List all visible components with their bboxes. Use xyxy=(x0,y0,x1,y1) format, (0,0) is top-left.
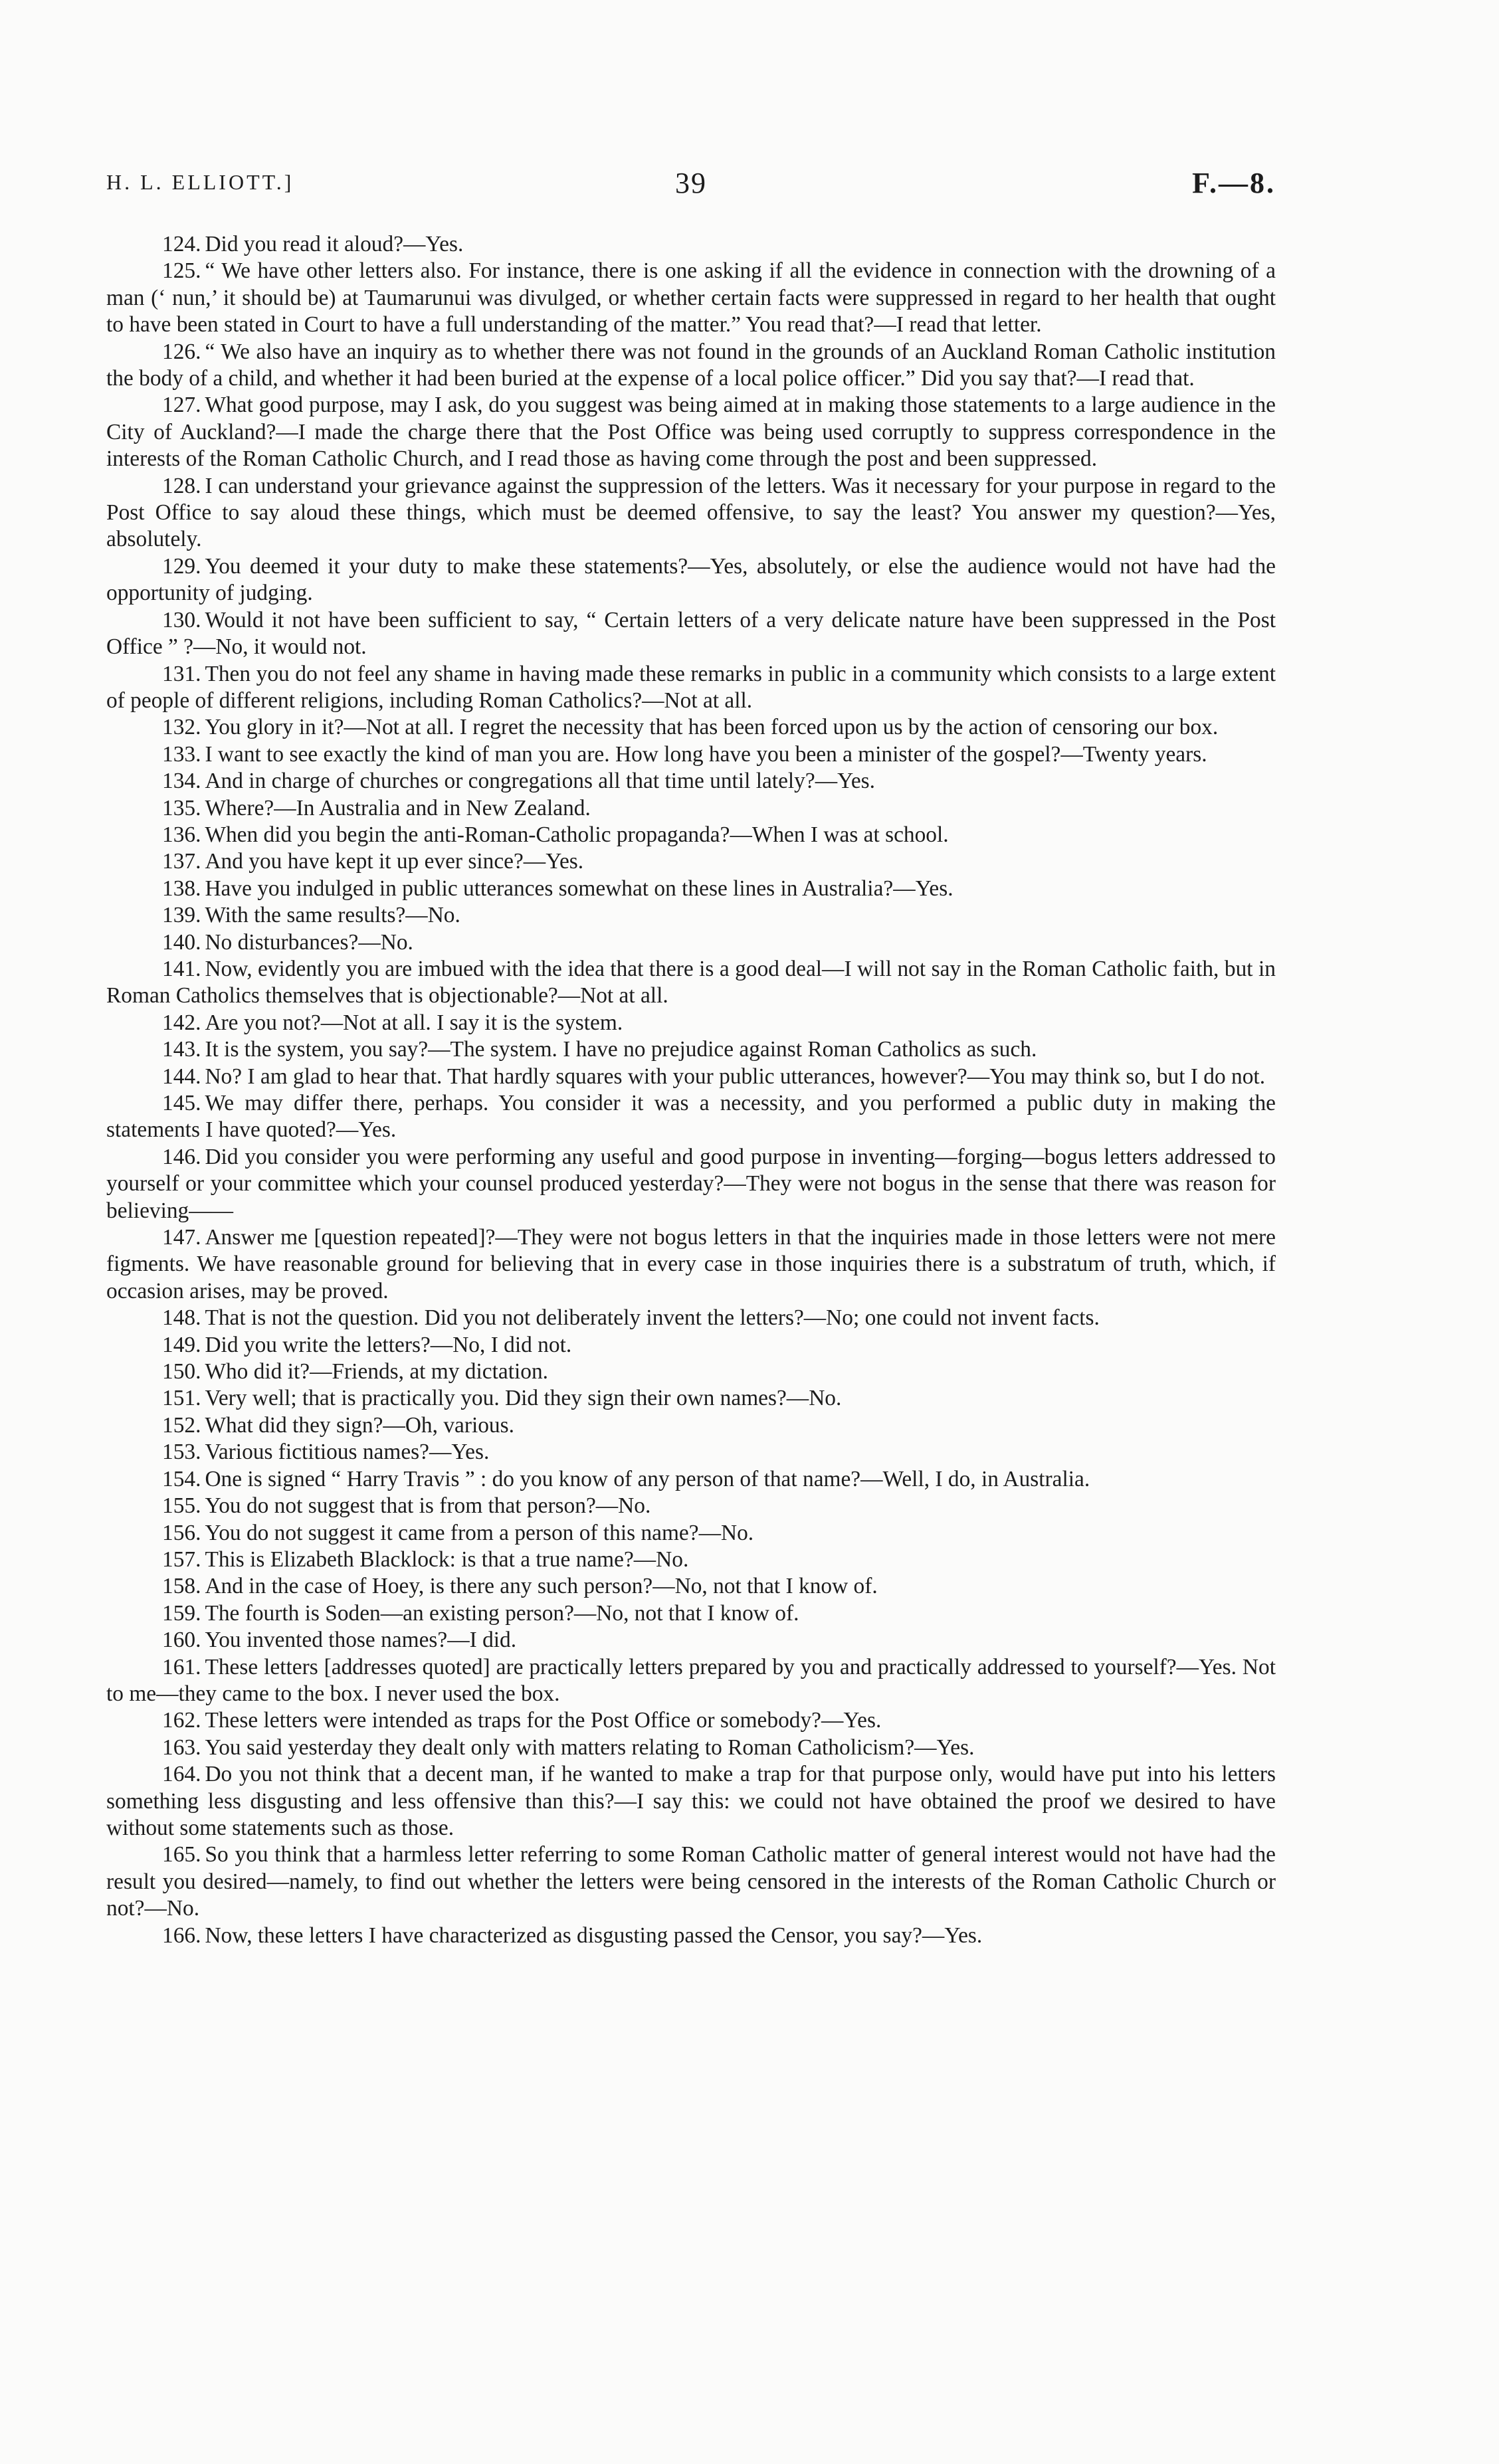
question-paragraph xyxy=(106,1439,1276,1466)
question-paragraph xyxy=(106,392,1276,472)
question-text: Now, evidently you are imbued with the idea that there is a good deal—I will not say in the Roman Catholic faith, but in Roman Catholics themselves that is objectionable?—Not at all. xyxy=(106,956,1276,1008)
question-number: 144. xyxy=(162,1064,201,1089)
question-paragraph xyxy=(106,1842,1276,1922)
question-paragraph xyxy=(106,1573,1276,1600)
question-number: 149. xyxy=(162,1332,201,1357)
question-paragraph xyxy=(106,607,1276,661)
question-text: The fourth is Soden—an existing person?—No, not that I know of. xyxy=(205,1600,799,1626)
question-number: 138. xyxy=(162,876,201,901)
question-text: With the same results?—No. xyxy=(205,903,460,928)
question-paragraph xyxy=(106,1627,1276,1654)
question-number: 135. xyxy=(162,795,201,820)
question-number: 162. xyxy=(162,1708,201,1733)
question-number: 127. xyxy=(162,393,201,418)
question-text: I want to see exactly the kind of man you are. How long have you been a minister of the gospel?—Twenty years. xyxy=(205,741,1207,767)
question-number: 153. xyxy=(162,1440,201,1465)
question-paragraph xyxy=(106,1359,1276,1385)
question-paragraph xyxy=(106,902,1276,929)
question-paragraph xyxy=(106,1090,1276,1144)
question-paragraph xyxy=(106,1493,1276,1519)
question-text: And in the case of Hoey, is there any such person?—No, not that I know of. xyxy=(205,1574,878,1599)
question-number: 125. xyxy=(162,258,201,284)
question-paragraph xyxy=(106,876,1276,902)
page-number: 39 xyxy=(675,167,707,199)
question-paragraph xyxy=(106,1520,1276,1547)
question-paragraph xyxy=(106,741,1276,768)
question-paragraph xyxy=(106,661,1276,715)
question-number: 145. xyxy=(162,1091,201,1115)
question-text: And in charge of churches or congregations all that time until lately?—Yes. xyxy=(205,769,876,794)
question-text: Various fictitious names?—Yes. xyxy=(205,1440,490,1465)
question-paragraph xyxy=(106,1707,1276,1734)
question-paragraph xyxy=(106,1064,1276,1090)
question-paragraph xyxy=(106,1036,1276,1063)
question-paragraph xyxy=(106,1466,1276,1493)
question-text: Have you indulged in public utterances somewhat on these lines in Australia?—Yes. xyxy=(205,876,953,901)
question-text: “ We have other letters also. For instance, there is one asking if all the evidence in connection with the drowning of a man (‘ nun,’ it should be) at Taumarunui was divulged, or whether certain facts were suppressed in regard to her health that ought to have been stated in Court to have a full understanding of the matter.” You read that?—I read that letter. xyxy=(106,258,1276,337)
question-number: 136. xyxy=(162,822,201,847)
question-number: 147. xyxy=(162,1225,201,1250)
question-text: Did you consider you were performing any useful and good purpose in inventing—forging—bogus letters addressed to yourself or your committee which your counsel produced yesterday?—They were not bogus in the sense that there was reason for believing—— xyxy=(106,1144,1276,1223)
question-text: You do not suggest it came from a person of this name?—No. xyxy=(205,1520,754,1545)
question-text: Did you write the letters?—No, I did not. xyxy=(205,1332,572,1357)
question-text: We may differ there, perhaps. You consider it was a necessity, and you performed a public duty in making the statements I have quoted?—Yes. xyxy=(106,1091,1276,1143)
question-number: 130. xyxy=(162,607,201,632)
question-text: No disturbances?—No. xyxy=(205,929,413,955)
question-paragraph xyxy=(106,929,1276,956)
question-text: This is Elizabeth Blacklock: is that a true name?—No. xyxy=(205,1547,689,1572)
question-text: You invented those names?—I did. xyxy=(205,1628,517,1653)
question-paragraph xyxy=(106,553,1276,607)
question-paragraph xyxy=(106,473,1276,553)
question-number: 158. xyxy=(162,1574,201,1599)
question-number: 152. xyxy=(162,1412,201,1438)
question-number: 126. xyxy=(162,339,201,364)
document-reference: F.—8. xyxy=(1192,167,1276,199)
question-paragraph xyxy=(106,1654,1276,1708)
question-number: 160. xyxy=(162,1628,201,1653)
question-number: 146. xyxy=(162,1144,201,1169)
question-text: Very well; that is practically you. Did they sign their own names?—No. xyxy=(205,1386,842,1411)
question-text: Do you not think that a decent man, if he wanted to make a trap for that purpose only, would have put into his letters something less disgusting and less offensive than this?—I say this: we could not have obtained the proof we desired to have without some statements such as those. xyxy=(106,1762,1276,1840)
question-text: These letters [addresses quoted] are practically letters prepared by you and practically addressed to yourself?—Yes. Not to me—they came to the box. I never used the box. xyxy=(106,1654,1276,1706)
question-text: What did they sign?—Oh, various. xyxy=(205,1412,514,1438)
question-text: These letters were intended as traps for the Post Office or somebody?—Yes. xyxy=(205,1708,882,1733)
question-paragraph xyxy=(106,1600,1276,1627)
question-text: One is signed “ Harry Travis ” : do you know of any person of that name?—Well, I do, in Australia. xyxy=(205,1466,1090,1491)
question-text: Then you do not feel any shame in having made these remarks in public in a community which consists to a large extent of people of different religions, including Roman Catholics?—Not at all. xyxy=(106,661,1276,713)
question-paragraph xyxy=(106,1547,1276,1573)
question-paragraph xyxy=(106,1412,1276,1439)
question-number: 154. xyxy=(162,1466,201,1491)
question-number: 139. xyxy=(162,903,201,928)
question-paragraph xyxy=(106,956,1276,1010)
question-text: You said yesterday they dealt only with matters relating to Roman Catholicism?—Yes. xyxy=(205,1735,975,1760)
question-number: 150. xyxy=(162,1359,201,1384)
question-text: You glory in it?—Not at all. I regret the necessity that has been forced upon us by the action of censoring our box. xyxy=(205,715,1219,740)
question-paragraph xyxy=(106,822,1276,848)
question-number: 166. xyxy=(162,1923,201,1948)
question-text: Who did it?—Friends, at my dictation. xyxy=(205,1359,548,1384)
question-number: 155. xyxy=(162,1493,201,1519)
question-paragraph xyxy=(106,258,1276,338)
question-number: 157. xyxy=(162,1547,201,1572)
question-number: 161. xyxy=(162,1654,201,1679)
document-body xyxy=(106,231,1276,1949)
question-text: That is not the question. Did you not deliberately invent the letters?—No; one could not invent facts. xyxy=(205,1305,1100,1331)
question-number: 141. xyxy=(162,956,201,981)
question-text: “ We also have an inquiry as to whether there was not found in the grounds of an Auckland Roman Catholic institution the body of a child, and whether it had been buried at the expense of a local police officer.” Did you say that?—I read that. xyxy=(106,339,1276,391)
question-number: 148. xyxy=(162,1305,201,1331)
question-number: 124. xyxy=(162,232,201,256)
question-paragraph xyxy=(106,1010,1276,1036)
question-text: Where?—In Australia and in New Zealand. xyxy=(205,795,591,820)
question-paragraph xyxy=(106,1923,1276,1949)
question-number: 132. xyxy=(162,715,201,740)
question-text: You deemed it your duty to make these statements?—Yes, absolutely, or else the audience would not have had the opportunity of judging. xyxy=(106,553,1276,606)
question-paragraph xyxy=(106,1224,1276,1305)
question-text: You do not suggest that is from that person?—No. xyxy=(205,1493,651,1519)
question-text: What good purpose, may I ask, do you suggest was being aimed at in making those statements to a large audience in the City of Auckland?—I made the charge there that the Post Office was being used corruptly to suppress correspondence in the interests of the Roman Catholic Church, and I read those as having come through the post and been suppressed. xyxy=(106,393,1276,472)
question-text: Are you not?—Not at all. I say it is the system. xyxy=(205,1010,623,1035)
question-paragraph xyxy=(106,1144,1276,1224)
question-number: 140. xyxy=(162,929,201,955)
question-text: Would it not have been sufficient to say, “ Certain letters of a very delicate nature have been suppressed in the Post Office ” ?—No, it would not. xyxy=(106,607,1276,660)
header-witness-name: H. L. ELLIOTT.] xyxy=(106,170,294,194)
question-text: It is the system, you say?—The system. I have no prejudice against Roman Catholics as such. xyxy=(205,1037,1037,1062)
question-number: 137. xyxy=(162,849,201,874)
question-number: 164. xyxy=(162,1762,201,1787)
question-paragraph xyxy=(106,714,1276,741)
question-paragraph xyxy=(106,339,1276,393)
question-text: When did you begin the anti-Roman-Catholic propaganda?—When I was at school. xyxy=(205,822,949,847)
question-text: Answer me [question repeated]?—They were not bogus letters in that the inquiries made in those letters were not mere figments. We have reasonable ground for believing that in every case in those inquiries there is a substratum of truth, which, if occasion arises, may be proved. xyxy=(106,1225,1276,1303)
question-number: 131. xyxy=(162,661,201,686)
question-number: 134. xyxy=(162,769,201,794)
question-text: Did you read it aloud?—Yes. xyxy=(205,232,464,256)
question-number: 165. xyxy=(162,1842,201,1867)
question-number: 129. xyxy=(162,553,201,579)
question-number: 143. xyxy=(162,1037,201,1062)
question-paragraph xyxy=(106,1305,1276,1331)
question-number: 163. xyxy=(162,1735,201,1760)
question-text: No? I am glad to hear that. That hardly squares with your public utterances, however?—You may think so, but I do not. xyxy=(205,1064,1266,1089)
question-text: Now, these letters I have characterized as disgusting passed the Censor, you say?—Yes. xyxy=(205,1923,983,1948)
question-number: 159. xyxy=(162,1600,201,1626)
question-paragraph xyxy=(106,1735,1276,1761)
question-paragraph xyxy=(106,1761,1276,1842)
question-number: 128. xyxy=(162,473,201,498)
question-paragraph xyxy=(106,848,1276,875)
question-number: 151. xyxy=(162,1386,201,1411)
question-number: 142. xyxy=(162,1010,201,1035)
question-paragraph xyxy=(106,1332,1276,1359)
question-number: 133. xyxy=(162,741,201,767)
question-paragraph xyxy=(106,795,1276,822)
question-paragraph xyxy=(106,231,1276,258)
question-text: So you think that a harmless letter referring to some Roman Catholic matter of general interest would not have had the result you desired—namely, to find out whether the letters were being censored in the interests of the Roman Catholic Church or not?—No. xyxy=(106,1842,1276,1921)
page-header xyxy=(106,166,1276,206)
question-text: I can understand your grievance against the suppression of the letters. Was it necessary for your purpose in regard to the Post Office to say aloud these things, which must be deemed offensive, to say the least? You answer my question?—Yes, absolutely. xyxy=(106,473,1276,552)
question-number: 156. xyxy=(162,1520,201,1545)
question-paragraph xyxy=(106,768,1276,795)
question-text: And you have kept it up ever since?—Yes. xyxy=(205,849,584,874)
question-paragraph xyxy=(106,1385,1276,1412)
